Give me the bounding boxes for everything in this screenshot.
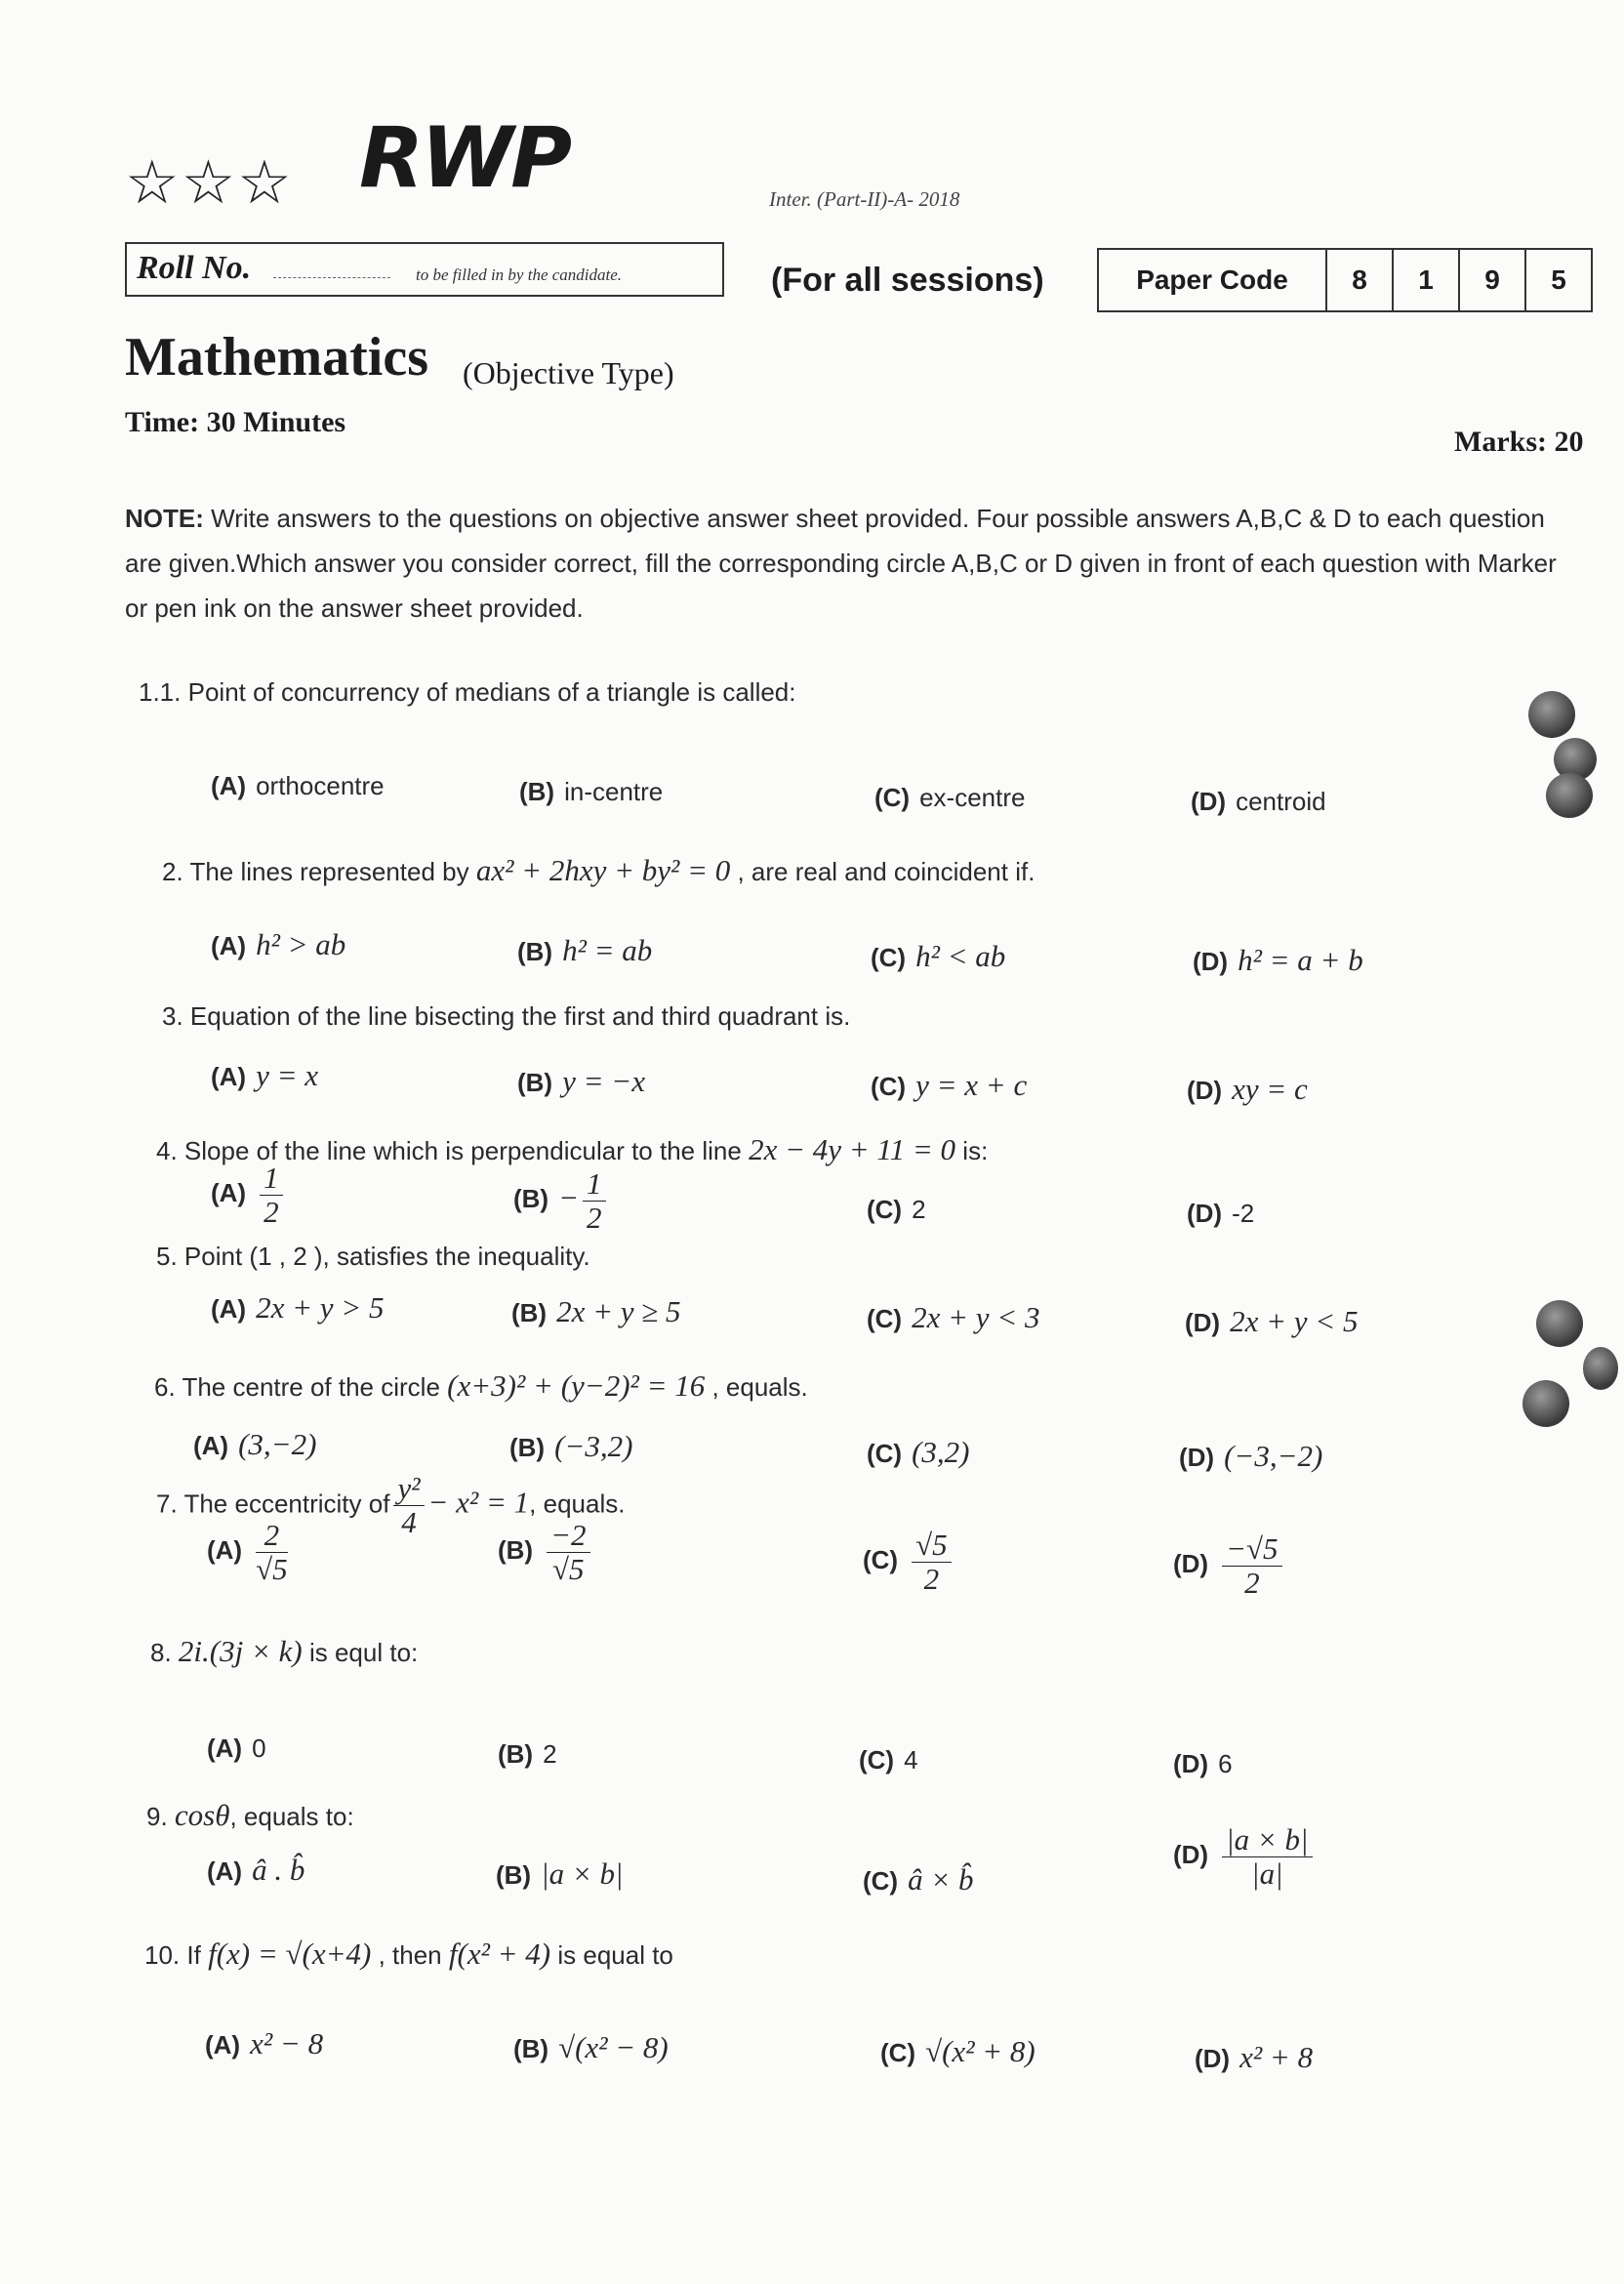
option-2b xyxy=(517,933,652,968)
option-7b xyxy=(498,1519,594,1586)
option-letter: (D) xyxy=(1173,1549,1209,1579)
option-letter: (D) xyxy=(1187,1076,1223,1105)
option-6d xyxy=(1179,1439,1322,1474)
option-10a xyxy=(205,2026,323,2061)
paper-code-label: Paper Code xyxy=(1136,265,1288,295)
question-text-suffix: is equal to xyxy=(557,1940,673,1970)
option-letter: (A) xyxy=(211,1062,247,1091)
fraction: $\frac{√5}{2}$ xyxy=(912,1529,952,1596)
question-text-suffix: , equals. xyxy=(711,1372,808,1402)
option-text: |a × b| xyxy=(541,1856,624,1891)
option-letter: (A) xyxy=(211,771,247,800)
question-math-2: f(x² + 4) xyxy=(448,1937,551,1971)
option-4b: (B) − $\frac{1}{2}$ xyxy=(513,1167,610,1235)
note-label: NOTE: xyxy=(125,504,204,533)
option-text: 6 xyxy=(1218,1749,1233,1778)
option-letter: (C) xyxy=(871,1072,907,1101)
option-text: xy = c xyxy=(1232,1072,1308,1106)
note-text: Write answers to the questions on objective answer sheet provided. Four possible answers A,B,C & D to each question are given.Which answer you consider correct, fill the corresponding circle A,B,C or D given in front of each question with Marker or pen ink on the answer sheet provided. xyxy=(125,504,1557,623)
option-letter: (C) xyxy=(867,1304,903,1333)
option-9d xyxy=(1173,1823,1317,1891)
instructions-note xyxy=(125,496,1560,631)
question-number: 1.1. xyxy=(139,677,182,707)
option-letter: (B) xyxy=(517,937,553,966)
option-letter: (A) xyxy=(205,2030,241,2060)
question-7: 7. The eccentricity of $\frac{\text{y²}}{4}$ − x² = 1, equals. xyxy=(156,1471,626,1539)
option-text: (3,2) xyxy=(912,1435,970,1469)
question-5 xyxy=(156,1242,590,1272)
question-number: 7. xyxy=(156,1489,178,1519)
option-7c xyxy=(863,1529,955,1596)
option-letter: (D) xyxy=(1191,787,1227,816)
option-1b xyxy=(519,777,663,807)
option-text: orthocentre xyxy=(256,771,385,800)
option-text: h² > ab xyxy=(256,927,346,961)
option-9c xyxy=(863,1862,974,1897)
option-3b xyxy=(517,1064,645,1099)
option-5d xyxy=(1185,1304,1358,1339)
option-letter: (C) xyxy=(867,1195,903,1224)
option-text: 2 xyxy=(912,1195,926,1224)
option-text: 2x + y ≥ 5 xyxy=(556,1294,681,1328)
option-9a xyxy=(207,1853,304,1888)
question-6 xyxy=(154,1368,808,1404)
paper-code-digit: 1 xyxy=(1392,250,1458,310)
option-5c xyxy=(867,1300,1039,1335)
question-9 xyxy=(146,1798,354,1833)
question-number: 9. xyxy=(146,1802,168,1831)
fraction: $\frac{|a \times b|}{|a|}$ xyxy=(1222,1823,1312,1891)
option-letter: (D) xyxy=(1173,1749,1209,1778)
option-letter: (A) xyxy=(211,931,247,960)
option-text: â × b̂ xyxy=(908,1862,974,1897)
question-text-middle: , then xyxy=(378,1940,442,1970)
subject-title: Mathematics xyxy=(125,327,429,387)
option-letter: (C) xyxy=(871,943,907,972)
punch-hole xyxy=(1583,1347,1618,1390)
question-number: 10. xyxy=(144,1940,181,1970)
option-2a xyxy=(211,927,345,962)
question-text: The lines represented by xyxy=(189,857,469,886)
option-text: 4 xyxy=(904,1745,918,1774)
option-3c xyxy=(871,1068,1027,1103)
roll-label: Roll No. xyxy=(137,250,252,286)
option-7d xyxy=(1173,1532,1286,1600)
option-text: in-centre xyxy=(564,777,664,806)
option-letter: (D) xyxy=(1195,2044,1231,2073)
question-8 xyxy=(150,1634,418,1669)
question-number: 3. xyxy=(162,1001,183,1031)
question-text-suffix: is equl to: xyxy=(308,1638,419,1667)
question-number: 6. xyxy=(154,1372,176,1402)
option-2c xyxy=(871,939,1005,974)
option-5a xyxy=(211,1290,384,1326)
option-letter: (D) xyxy=(1185,1308,1221,1337)
option-letter: (A) xyxy=(211,1294,247,1324)
question-text: Slope of the line which is perpendicular to the line xyxy=(183,1136,742,1165)
option-6c xyxy=(867,1435,970,1470)
option-letter: (C) xyxy=(867,1439,903,1468)
option-text: (−3,2) xyxy=(554,1429,633,1463)
question-number: 8. xyxy=(150,1638,172,1667)
fraction: $\frac{\text{y²}}{4}$ xyxy=(393,1472,424,1539)
option-text: 0 xyxy=(252,1733,266,1763)
option-10d xyxy=(1195,2040,1313,2075)
question-text-suffix: , equals. xyxy=(529,1489,626,1519)
option-letter: (B) xyxy=(498,1739,534,1769)
option-text: x² + 8 xyxy=(1239,2040,1314,2074)
option-5b xyxy=(511,1294,681,1329)
option-2d xyxy=(1193,943,1363,978)
option-6a xyxy=(193,1427,316,1462)
question-10 xyxy=(144,1937,673,1972)
option-letter: (D) xyxy=(1173,1840,1209,1870)
time-allowed: Time: 30 Minutes xyxy=(125,406,346,438)
total-marks: Marks: 20 xyxy=(1454,426,1584,458)
punch-hole xyxy=(1536,1300,1583,1347)
question-1 xyxy=(139,677,796,708)
question-math: 2x − 4y + 11 = 0 xyxy=(749,1132,956,1166)
question-text-suffix: is: xyxy=(962,1136,989,1165)
option-letter: (B) xyxy=(513,2034,549,2063)
subject-type: (Objective Type) xyxy=(463,355,674,390)
question-math: (x+3)² + (y−2)² = 16 xyxy=(447,1368,706,1403)
question-number: 4. xyxy=(156,1136,178,1165)
option-4d xyxy=(1187,1199,1254,1229)
option-text: h² = ab xyxy=(562,933,653,967)
stars-mark: ☆☆☆ xyxy=(125,149,294,217)
option-4c xyxy=(867,1195,926,1225)
question-text: The eccentricity of xyxy=(183,1489,390,1519)
option-8b xyxy=(498,1739,557,1770)
option-text: x² − 8 xyxy=(250,2026,324,2060)
question-math: f(x) = √(x+4) xyxy=(208,1937,372,1971)
option-3d xyxy=(1187,1072,1308,1107)
option-letter: (B) xyxy=(519,777,555,806)
paper-code-digit: 5 xyxy=(1524,250,1591,310)
question-text-suffix: , are real and coincident if. xyxy=(737,857,1035,886)
option-text: centroid xyxy=(1236,787,1326,816)
option-6b xyxy=(509,1429,632,1464)
option-letter: (A) xyxy=(207,1733,243,1763)
option-text: 2 xyxy=(543,1739,557,1769)
option-text: (−3,−2) xyxy=(1224,1439,1323,1473)
question-text: Equation of the line bisecting the first and third quadrant is. xyxy=(189,1001,851,1031)
option-letter: (D) xyxy=(1187,1199,1223,1228)
option-text: 2x + y < 3 xyxy=(912,1300,1040,1334)
question-number: 2. xyxy=(162,857,183,886)
option-7a xyxy=(207,1519,292,1586)
fraction: $\frac{1}{2}$ xyxy=(583,1167,606,1235)
question-text-suffix: , equals to: xyxy=(229,1802,354,1831)
option-text: h² = a + b xyxy=(1238,943,1363,977)
question-number: 5. xyxy=(156,1242,178,1271)
question-2 xyxy=(162,853,1035,888)
option-letter: (A) xyxy=(207,1856,243,1886)
option-text: y = x xyxy=(256,1058,319,1092)
option-9b xyxy=(496,1856,624,1892)
paper-code-digit: 9 xyxy=(1458,250,1524,310)
option-4a xyxy=(211,1162,287,1229)
option-8c xyxy=(859,1745,918,1775)
question-text: Point (1 , 2 ), satisfies the inequality. xyxy=(183,1242,590,1271)
option-letter: (C) xyxy=(874,783,911,812)
option-letter: (A) xyxy=(207,1535,243,1566)
option-10c xyxy=(880,2034,1035,2069)
option-letter: (B) xyxy=(509,1433,546,1462)
option-text: y = x + c xyxy=(915,1068,1028,1102)
punch-hole xyxy=(1522,1380,1569,1427)
option-text: √(x² − 8) xyxy=(558,2030,669,2064)
option-letter: (C) xyxy=(863,1866,899,1896)
option-letter: (B) xyxy=(517,1068,553,1097)
question-math: cosθ xyxy=(174,1798,230,1832)
paper-code-box xyxy=(1097,248,1593,312)
option-letter: (C) xyxy=(859,1745,895,1774)
question-3 xyxy=(162,1001,850,1032)
option-8a xyxy=(207,1733,266,1764)
option-letter: (C) xyxy=(880,2038,916,2067)
option-letter: (B) xyxy=(496,1860,532,1890)
option-letter: (A) xyxy=(211,1178,247,1208)
option-text: 2x + y > 5 xyxy=(256,1290,385,1325)
option-1d xyxy=(1191,787,1326,817)
option-3a xyxy=(211,1058,318,1093)
option-text: 2x + y < 5 xyxy=(1230,1304,1359,1338)
punch-hole xyxy=(1546,773,1593,818)
option-letter: (B) xyxy=(511,1298,548,1327)
option-text: â . b̂ xyxy=(252,1853,305,1887)
option-8d xyxy=(1173,1749,1233,1779)
inter-note: Inter. (Part-II)-A- 2018 xyxy=(769,187,960,211)
option-text: y = −x xyxy=(562,1064,645,1098)
option-letter: (B) xyxy=(513,1184,549,1214)
option-letter: (D) xyxy=(1179,1443,1215,1472)
option-text: √(x² + 8) xyxy=(925,2034,1035,2068)
paper-code-digit: 8 xyxy=(1325,250,1392,310)
roll-note: to be filled in by the candidate. xyxy=(416,265,623,284)
option-1c xyxy=(874,783,1025,813)
option-text: (3,−2) xyxy=(238,1427,317,1461)
option-1a xyxy=(211,771,385,801)
option-letter: (B) xyxy=(498,1535,534,1566)
roll-number-line xyxy=(273,277,390,278)
question-text: If xyxy=(186,1940,201,1970)
sessions-label: (For all sessions) xyxy=(771,262,1044,299)
question-text: Point of concurrency of medians of a triangle is called: xyxy=(187,677,796,707)
option-letter: (D) xyxy=(1193,947,1229,976)
question-math: ax² + 2hxy + by² = 0 xyxy=(475,853,731,887)
fraction: $\frac{2}{√5}$ xyxy=(256,1518,288,1586)
fraction: $\frac{-2}{√5}$ xyxy=(547,1519,589,1586)
question-text: The centre of the circle xyxy=(182,1372,440,1402)
question-math: 2i.(3j × k) xyxy=(178,1634,303,1668)
option-text: -2 xyxy=(1232,1199,1255,1228)
rwp-logo: RWP xyxy=(359,109,570,207)
option-letter: (A) xyxy=(193,1431,229,1460)
fraction: $\frac{-√5}{2}$ xyxy=(1222,1532,1281,1600)
punch-hole xyxy=(1528,691,1575,738)
option-10b xyxy=(513,2030,669,2065)
roll-number-box xyxy=(125,242,724,297)
option-text: h² < ab xyxy=(915,939,1006,973)
option-letter: (C) xyxy=(863,1545,899,1575)
fraction: $\frac{1}{2}$ xyxy=(260,1162,283,1229)
option-text: ex-centre xyxy=(919,783,1026,812)
